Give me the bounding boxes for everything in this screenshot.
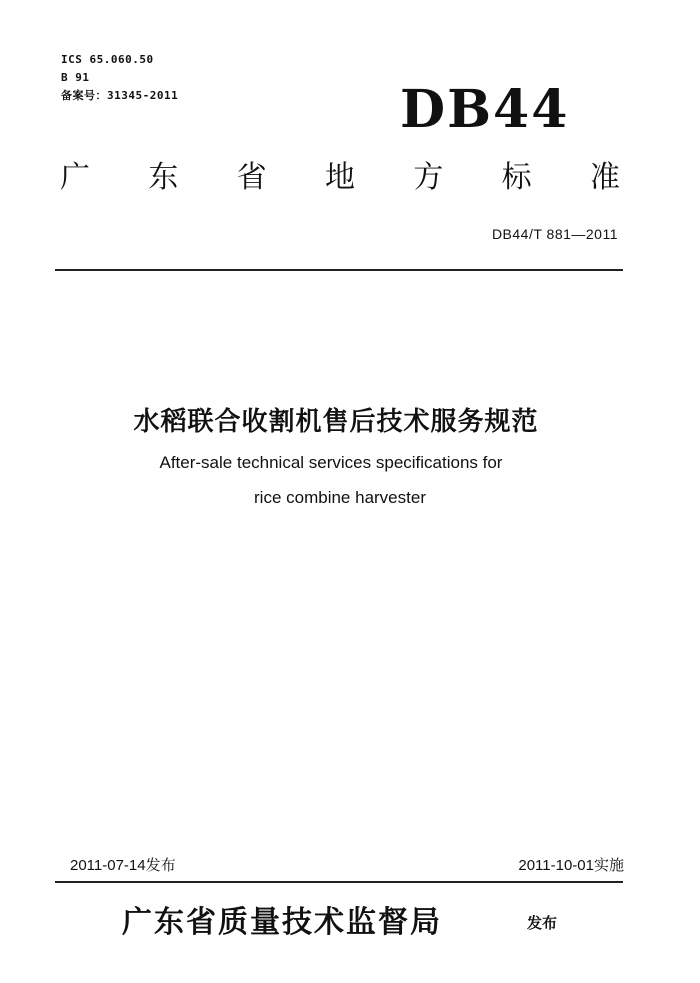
implementation-date: 2011-10-01实施	[518, 857, 624, 874]
standard-type-char: 地	[324, 160, 355, 195]
document-title-english-line1: After-sale technical services specifications for	[159, 453, 503, 472]
ics-code: ICS 65.060.50	[61, 53, 154, 66]
standard-number: DB44/T 881—2011	[491, 226, 618, 242]
document-title-chinese: 水稻联合收割机售后技术服务规范	[133, 407, 539, 437]
classification-code: B 91	[61, 71, 90, 84]
bottom-divider	[55, 881, 623, 883]
standard-type-char: 广	[60, 160, 90, 195]
issue-date: 2011-07-14发布	[70, 857, 176, 874]
record-number: 备案号：31345-2011	[61, 89, 179, 102]
publish-label: 发布	[527, 914, 558, 932]
issuing-authority: 广东省质量技术监督局	[122, 905, 442, 940]
standard-type-heading	[60, 158, 620, 198]
standard-type-char: 方	[413, 160, 444, 195]
top-divider	[55, 269, 623, 271]
document-title-english-line2: rice combine harvester	[254, 488, 426, 507]
standard-type-char: 准	[589, 160, 620, 195]
standard-code-logo: DB44	[400, 79, 570, 140]
standard-type-char: 东	[148, 160, 179, 195]
standard-type-char: 标	[501, 160, 532, 195]
standard-type-char: 省	[236, 160, 267, 195]
